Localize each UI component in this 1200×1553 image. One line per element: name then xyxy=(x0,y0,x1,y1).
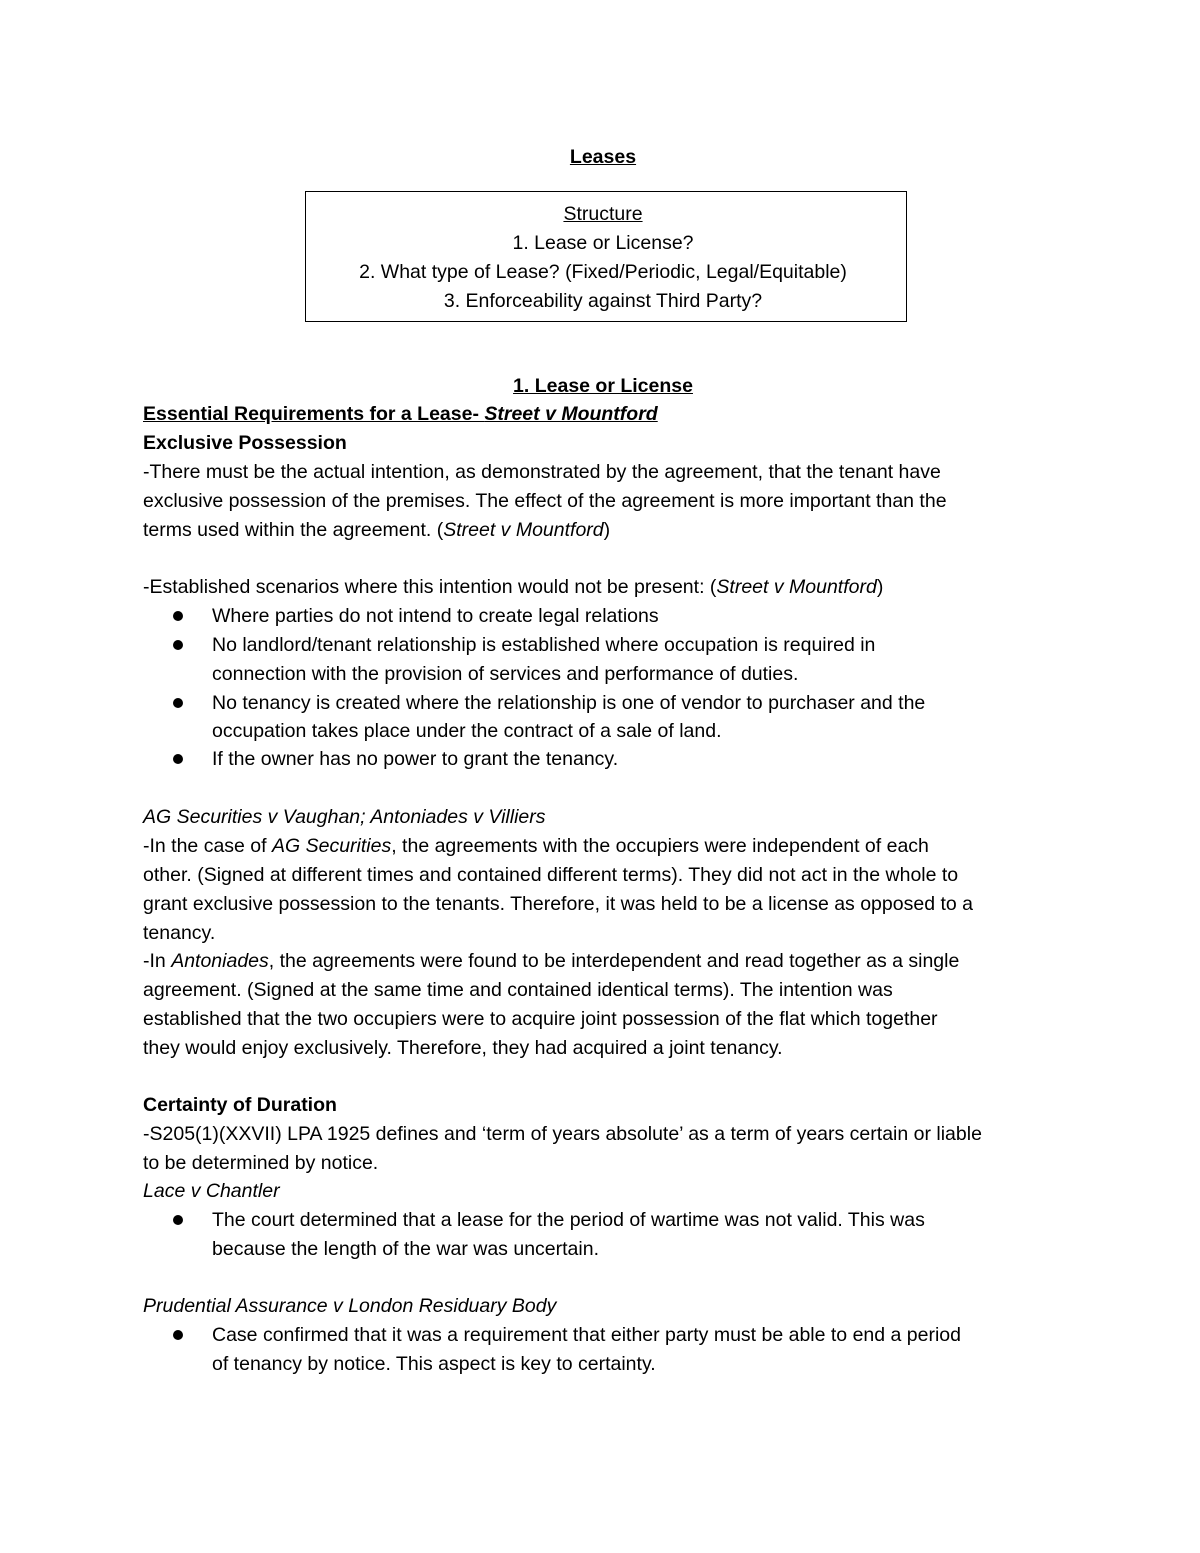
certainty-duration-heading: Certainty of Duration xyxy=(143,1094,337,1116)
structure-item-2: 2. What type of Lease? (Fixed/Periodic, Legal/Equitable) xyxy=(359,261,847,283)
paragraph-line: -There must be the actual intention, as demonstrated by the agreement, that the tenant have xyxy=(143,461,941,483)
essential-requirements-heading: Essential Requirements for a Lease- Street v Mountford xyxy=(143,403,658,425)
list-item-continuation: because the length of the war was uncertain. xyxy=(212,1238,599,1260)
bullet-icon xyxy=(173,611,183,621)
bullet-icon xyxy=(173,1215,183,1225)
bullet-icon xyxy=(173,1330,183,1340)
list-item-continuation: connection with the provision of services and performance of duties. xyxy=(212,663,799,685)
list-item: If the owner has no power to grant the tenancy. xyxy=(212,748,619,770)
paragraph-line: -In Antoniades, the agreements were found to be interdependent and read together as a single xyxy=(143,950,960,972)
list-item: Case confirmed that it was a requirement that either party must be able to end a period xyxy=(212,1324,961,1346)
case-heading: Prudential Assurance v London Residuary Body xyxy=(143,1295,557,1317)
paragraph-line: tenancy. xyxy=(143,922,216,944)
paragraph-line: other. (Signed at different times and contained different terms). They did not act in the whole to xyxy=(143,864,959,886)
document-title: Leases xyxy=(569,146,637,168)
list-item: The court determined that a lease for the period of wartime was not valid. This was xyxy=(212,1209,925,1231)
list-item: No landlord/tenant relationship is established where occupation is required in xyxy=(212,634,876,656)
paragraph-line: terms used within the agreement. (Street v Mountford) xyxy=(143,519,611,541)
paragraph-line: established that the two occupiers were to acquire joint possession of the flat which together xyxy=(143,1008,938,1030)
paragraph-line: exclusive possession of the premises. The effect of the agreement is more important than the xyxy=(143,490,947,512)
structure-heading: Structure xyxy=(563,203,643,225)
paragraph-line: -Established scenarios where this intention would not be present: (Street v Mountford) xyxy=(143,576,884,598)
exclusive-possession-heading: Exclusive Possession xyxy=(143,432,347,454)
paragraph-line: -In the case of AG Securities, the agreements with the occupiers were independent of each xyxy=(143,835,929,857)
list-item-continuation: occupation takes place under the contract of a sale of land. xyxy=(212,720,722,742)
paragraph-line: grant exclusive possession to the tenants. Therefore, it was held to be a license as opposed to a xyxy=(143,893,973,915)
case-heading: Lace v Chantler xyxy=(143,1180,280,1202)
case-heading: AG Securities v Vaughan; Antoniades v Villiers xyxy=(143,806,546,828)
list-item: Where parties do not intend to create legal relations xyxy=(212,605,659,627)
bullet-icon xyxy=(173,640,183,650)
bullet-icon xyxy=(173,754,183,764)
list-item-continuation: of tenancy by notice. This aspect is key to certainty. xyxy=(212,1353,656,1375)
section-heading: 1. Lease or License xyxy=(513,375,693,397)
paragraph-line: they would enjoy exclusively. Therefore, they had acquired a joint tenancy. xyxy=(143,1037,783,1059)
paragraph-line: to be determined by notice. xyxy=(143,1152,379,1174)
structure-item-1: 1. Lease or License? xyxy=(512,232,694,254)
paragraph-line: agreement. (Signed at the same time and contained identical terms). The intention was xyxy=(143,979,893,1001)
bullet-icon xyxy=(173,698,183,708)
list-item: No tenancy is created where the relationship is one of vendor to purchaser and the xyxy=(212,692,926,714)
structure-item-3: 3. Enforceability against Third Party? xyxy=(443,290,763,312)
paragraph-line: -S205(1)(XXVII) LPA 1925 defines and ‘term of years absolute’ as a term of years certain or liable xyxy=(143,1123,982,1145)
